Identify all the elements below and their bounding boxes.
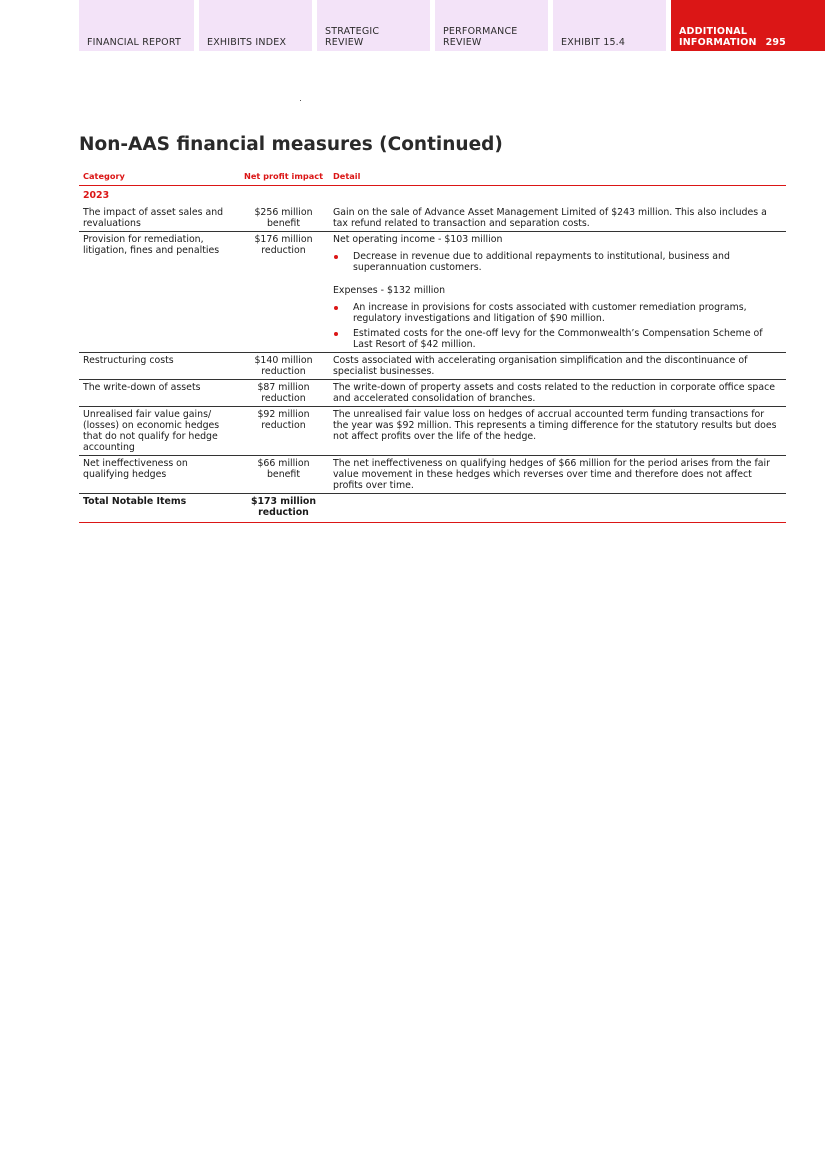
tab-label: EXHIBIT 15.4 bbox=[561, 37, 626, 48]
total-row bbox=[79, 494, 786, 523]
row-category: The impact of asset sales and revaluations bbox=[79, 201, 238, 232]
year-label: 2023 bbox=[83, 190, 110, 201]
tab-label: FINANCIAL REPORT bbox=[87, 37, 181, 48]
row-category: Net ineffectiveness on qualifying hedges bbox=[79, 456, 238, 494]
year-row bbox=[79, 186, 786, 202]
detail-subheading: Expenses - $132 million bbox=[333, 285, 446, 296]
tab-performance-review[interactable] bbox=[435, 0, 548, 51]
bullet-item: Decrease in revenue due to additional repayments to institutional, business and superannuation customers. bbox=[333, 251, 782, 273]
page-number: 295 bbox=[765, 37, 786, 48]
row-impact: $176 million reduction bbox=[238, 232, 329, 353]
bullet-list bbox=[333, 251, 782, 273]
header-detail: Detail bbox=[329, 170, 786, 186]
row-detail bbox=[329, 232, 786, 353]
row-category: The write-down of assets bbox=[79, 380, 238, 407]
row-category: Provision for remediation, litigation, fines and penalties bbox=[79, 232, 238, 353]
tab-additional-information[interactable] bbox=[671, 0, 825, 51]
table-row bbox=[79, 232, 786, 353]
table-row bbox=[79, 353, 786, 380]
row-detail: The write-down of property assets and costs related to the reduction in corporate office space and accelerated consolidation of branches. bbox=[329, 380, 786, 407]
header-category: Category bbox=[79, 170, 238, 186]
bullet-list bbox=[333, 302, 782, 350]
table-row bbox=[79, 380, 786, 407]
row-impact: $66 million benefit bbox=[238, 456, 329, 494]
tab-financial-report[interactable] bbox=[79, 0, 194, 51]
row-category: Unrealised fair value gains/ (losses) on economic hedges that do not qualify for hedge accounting bbox=[79, 407, 238, 456]
bullet-item: Estimated costs for the one-off levy for the Commonwealth’s Compensation Scheme of Last Resort of $42 million. bbox=[333, 328, 782, 350]
tab-label: ADDITIONAL INFORMATION bbox=[679, 26, 757, 48]
table-row bbox=[79, 456, 786, 494]
notable-items-table bbox=[79, 170, 786, 523]
table-row bbox=[79, 201, 786, 232]
row-detail: Gain on the sale of Advance Asset Management Limited of $243 million. This also includes a tax refund related to transaction and separation costs. bbox=[329, 201, 786, 232]
bullet-item: An increase in provisions for costs associated with customer remediation programs, regulatory investigations and litigation of $90 million. bbox=[333, 302, 782, 324]
table-row bbox=[79, 407, 786, 456]
row-impact: $256 million benefit bbox=[238, 201, 329, 232]
header-impact: Net profit impact bbox=[238, 170, 329, 186]
row-detail: The unrealised fair value loss on hedges of accrual accounted term funding transactions for the year was $92 million. This represents a timing difference for the statutory results but does not affect profits over the life of the hedge. bbox=[329, 407, 786, 456]
tab-strategic-review[interactable] bbox=[317, 0, 430, 51]
tab-exhibit-15-4[interactable] bbox=[553, 0, 666, 51]
total-category: Total Notable Items bbox=[79, 494, 238, 523]
row-detail: The net ineffectiveness on qualifying hedges of $66 million for the period arises from the fair value movement in these hedges which reverses over time and therefore does not affect profits over time. bbox=[329, 456, 786, 494]
row-category: Restructuring costs bbox=[79, 353, 238, 380]
total-detail bbox=[329, 494, 786, 523]
row-impact: $140 million reduction bbox=[238, 353, 329, 380]
row-impact: $92 million reduction bbox=[238, 407, 329, 456]
tab-label: STRATEGIC REVIEW bbox=[325, 26, 380, 48]
row-detail: Costs associated with accelerating organisation simplification and the discontinuance of specialist businesses. bbox=[329, 353, 786, 380]
detail-subheading: Net operating income - $103 million bbox=[333, 234, 503, 245]
total-impact: $173 million reduction bbox=[238, 494, 329, 523]
tab-label: EXHIBITS INDEX bbox=[207, 37, 287, 48]
table-header-row bbox=[79, 170, 786, 186]
stray-dot bbox=[300, 100, 301, 101]
tab-label: PERFORMANCE REVIEW bbox=[443, 26, 518, 48]
row-impact: $87 million reduction bbox=[238, 380, 329, 407]
top-navigation bbox=[79, 0, 825, 51]
tab-exhibits-index[interactable] bbox=[199, 0, 312, 51]
page-title: Non-AAS financial measures (Continued) bbox=[79, 134, 503, 155]
